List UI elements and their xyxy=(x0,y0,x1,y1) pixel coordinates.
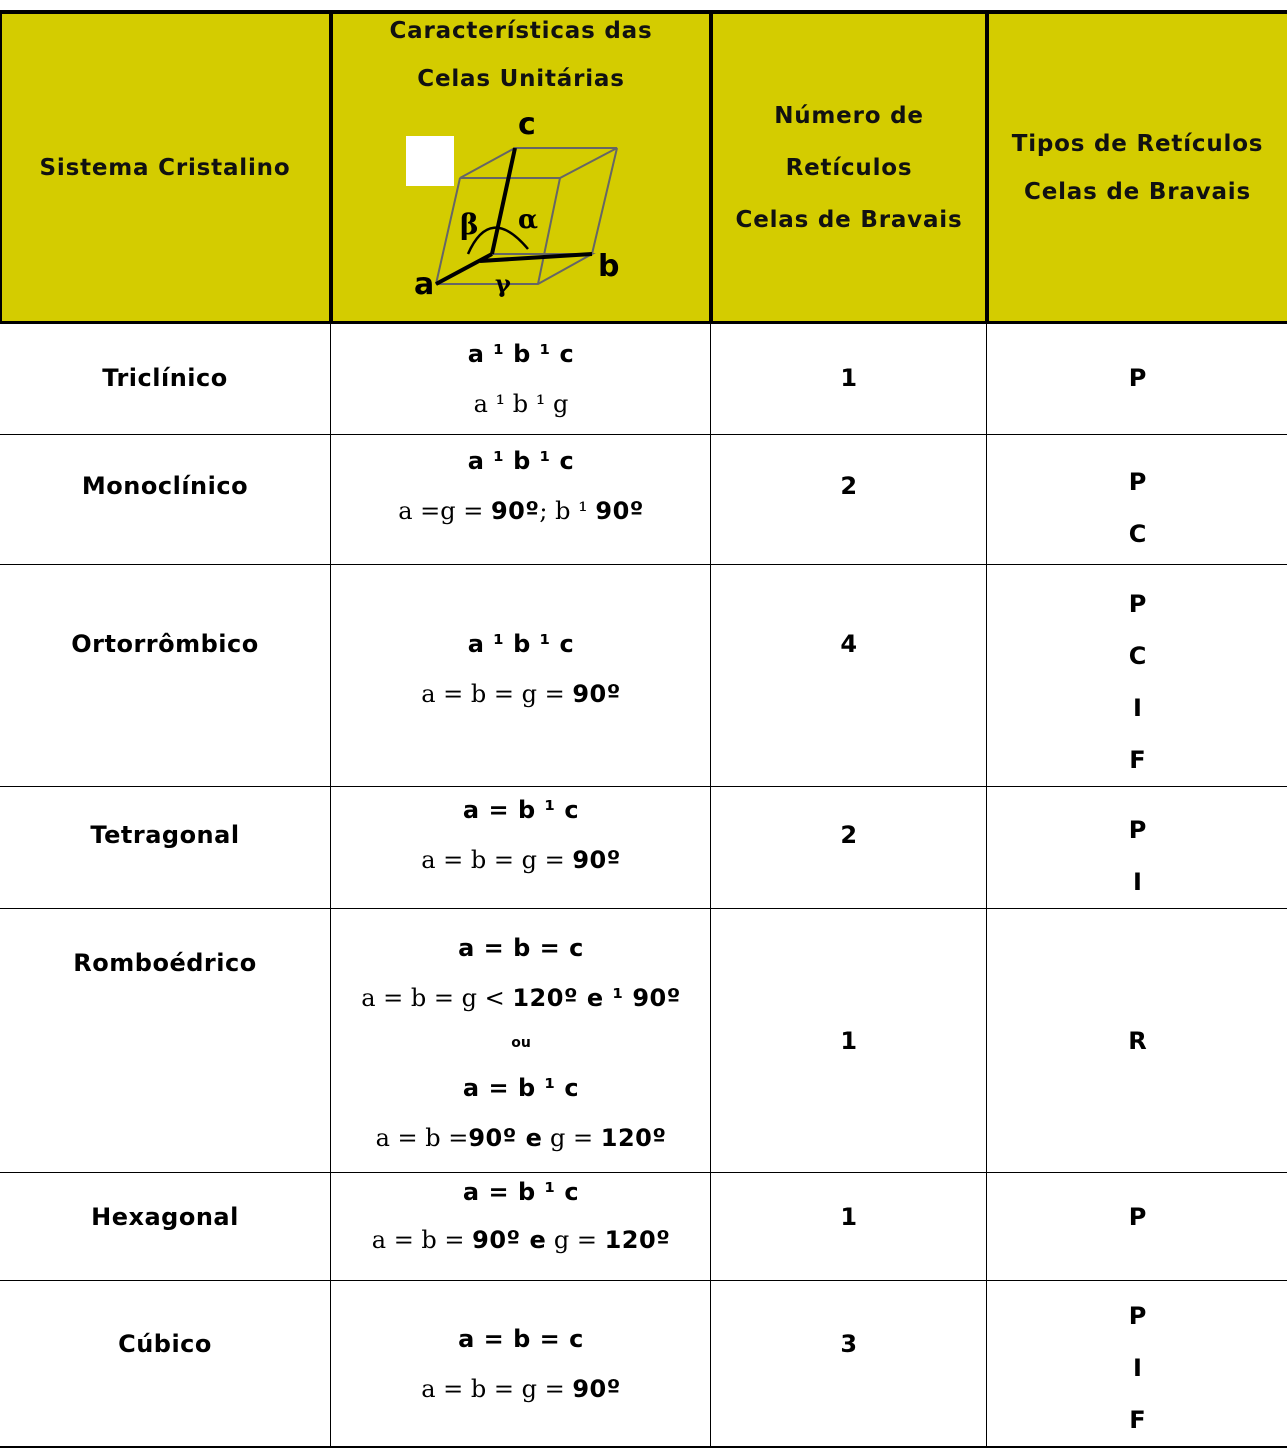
axis-b-line xyxy=(480,254,592,261)
angle-relation xyxy=(361,973,681,1023)
header-col2-line1: Características das xyxy=(389,18,653,44)
angle-part: g = xyxy=(546,1225,605,1254)
row6-system xyxy=(0,1174,330,1260)
angle-relation xyxy=(372,1215,670,1266)
row1-types xyxy=(988,321,1287,434)
angle-part: a = b = g = xyxy=(421,1375,573,1403)
row5-types xyxy=(988,1014,1287,1068)
row3-system xyxy=(0,566,330,722)
edge-relation: a ¹ b ¹ c xyxy=(467,447,575,475)
lattice-type: P xyxy=(1128,363,1147,392)
row2-count xyxy=(712,436,986,536)
row2-types xyxy=(988,456,1287,560)
lattice-count: 1 xyxy=(840,1203,858,1231)
angle-value: 90º xyxy=(572,680,621,708)
header-col4-line2: Celas de Bravais xyxy=(1024,178,1251,205)
angle-relation xyxy=(398,486,644,536)
header-col2-line2: Celas Unitárias xyxy=(417,66,625,92)
header-col3-line3: Celas de Bravais xyxy=(735,206,963,233)
label-a: a xyxy=(414,267,435,300)
row-divider xyxy=(0,786,1287,787)
header-col3-line1: Número de xyxy=(774,102,924,129)
angle-part: a =g = xyxy=(398,497,491,525)
row6-characteristics xyxy=(332,1174,710,1260)
lattice-type: P xyxy=(1128,816,1147,844)
label-beta: β xyxy=(460,208,479,241)
row4-system xyxy=(0,788,330,882)
col-divider xyxy=(330,323,331,1448)
col-divider-header xyxy=(709,10,713,323)
row1-system xyxy=(0,321,330,434)
top-border xyxy=(0,10,1287,14)
lattice-type: P xyxy=(1128,1203,1147,1231)
header-numero-reticulos xyxy=(712,14,986,321)
row5-system xyxy=(0,936,330,990)
edge-relation: a = b ¹ c xyxy=(462,796,580,824)
angle-value: 90º xyxy=(572,846,621,874)
row1-characteristics xyxy=(332,321,710,434)
lattice-type: P xyxy=(1128,468,1147,496)
angle-relation: a ¹ b ¹ g xyxy=(473,389,569,418)
col-divider-header xyxy=(985,10,989,323)
axis-c-line xyxy=(492,148,515,254)
unit-cell-diagram xyxy=(400,104,640,300)
row2-system xyxy=(0,436,330,536)
lattice-type: P xyxy=(1128,1302,1147,1330)
row3-count xyxy=(712,566,986,722)
label-b: b xyxy=(598,249,620,284)
angle-value: 120º e ¹ 90º xyxy=(512,984,681,1012)
row-divider xyxy=(0,908,1287,909)
angle-part: a = b = xyxy=(371,1225,473,1254)
angle-value: 90º xyxy=(490,497,540,525)
lattice-type: C xyxy=(1128,642,1147,670)
header-col1-label: Sistema Cristalino xyxy=(39,154,291,181)
col-divider-header xyxy=(329,10,333,323)
row7-characteristics xyxy=(332,1312,710,1416)
row4-count xyxy=(712,788,986,882)
lattice-type: F xyxy=(1129,1406,1146,1434)
angle-value: 90º e xyxy=(472,1225,547,1254)
lattice-count: 1 xyxy=(840,1027,858,1055)
axis-a-line xyxy=(436,254,492,284)
row1-count xyxy=(712,321,986,434)
lattice-type: F xyxy=(1129,746,1146,774)
label-c: c xyxy=(518,107,536,142)
row3-characteristics xyxy=(332,616,710,722)
row7-system xyxy=(0,1282,330,1406)
row4-types xyxy=(988,804,1287,908)
lattice-type: R xyxy=(1128,1027,1147,1055)
lattice-type: P xyxy=(1128,590,1147,618)
angle-part: a = b = g < xyxy=(361,984,513,1012)
row-divider xyxy=(0,434,1287,435)
row7-count xyxy=(712,1282,986,1406)
edge-relation: a ¹ b ¹ c xyxy=(467,339,575,368)
angle-value: 120º xyxy=(600,1124,667,1152)
label-gamma: γ xyxy=(495,269,511,298)
system-name: Romboédrico xyxy=(73,949,257,977)
edge-relation: a = b ¹ c xyxy=(462,1177,580,1206)
angle-part: a = b = xyxy=(375,1124,469,1152)
lattice-count: 2 xyxy=(840,472,858,500)
lattice-count: 2 xyxy=(840,821,858,849)
angle-part: a = b = g = xyxy=(421,846,573,874)
white-box xyxy=(406,136,454,186)
row6-count xyxy=(712,1174,986,1260)
row5-count xyxy=(712,1014,986,1068)
col-divider xyxy=(986,323,987,1448)
angle-value: 90º xyxy=(595,497,644,525)
angle-part: ; b ¹ xyxy=(539,497,596,525)
lattice-count: 1 xyxy=(840,363,858,392)
edge-relation: a = b ¹ c xyxy=(462,1074,580,1102)
header-col4-line1: Tipos de Retículos xyxy=(1011,130,1264,157)
row-divider xyxy=(0,1172,1287,1173)
label-alpha: α xyxy=(518,205,539,235)
angle-relation xyxy=(421,1364,621,1414)
header-tipos-reticulos xyxy=(988,14,1287,321)
row5-characteristics xyxy=(332,918,710,1168)
lattice-count: 4 xyxy=(840,630,858,658)
row7-types xyxy=(988,1290,1287,1446)
system-name: Triclínico xyxy=(102,363,228,392)
system-name: Tetragonal xyxy=(90,821,240,849)
lattice-type: I xyxy=(1133,694,1142,722)
header-sistema-cristalino xyxy=(0,14,330,321)
angle-value: 120º xyxy=(604,1225,671,1254)
system-name: Cúbico xyxy=(118,1330,212,1358)
angle-part: a = b = g = xyxy=(421,680,573,708)
col-divider xyxy=(710,323,711,1448)
angle-relation xyxy=(421,835,621,885)
angle-relation xyxy=(421,669,621,719)
angle-value: 90º xyxy=(572,1375,621,1403)
lattice-type: I xyxy=(1133,1354,1142,1382)
header-col3-line2: Retículos xyxy=(785,154,913,181)
row-divider xyxy=(0,564,1287,565)
or-separator: ou xyxy=(511,1035,531,1051)
cell-top-face xyxy=(460,148,617,178)
row4-characteristics xyxy=(332,788,710,882)
row3-types xyxy=(988,584,1287,780)
edge-relation: a ¹ b ¹ c xyxy=(467,630,575,658)
angle-relation xyxy=(376,1113,667,1163)
angle-part: g = xyxy=(542,1124,601,1152)
lattice-type: C xyxy=(1128,520,1147,548)
left-header-border xyxy=(0,10,2,322)
edge-relation: a = b = c xyxy=(458,934,584,962)
system-name: Monoclínico xyxy=(81,472,249,500)
lattice-count: 3 xyxy=(840,1330,858,1358)
row6-types xyxy=(988,1174,1287,1260)
row2-characteristics xyxy=(332,436,710,536)
edge-relation: a = b = c xyxy=(458,1325,584,1353)
system-name: Hexagonal xyxy=(91,1203,239,1231)
angle-value: 90º e xyxy=(468,1124,543,1152)
lattice-type: I xyxy=(1133,868,1142,896)
row-divider xyxy=(0,1280,1287,1281)
header-bottom-border xyxy=(0,321,1287,324)
system-name: Ortorrômbico xyxy=(71,630,259,658)
